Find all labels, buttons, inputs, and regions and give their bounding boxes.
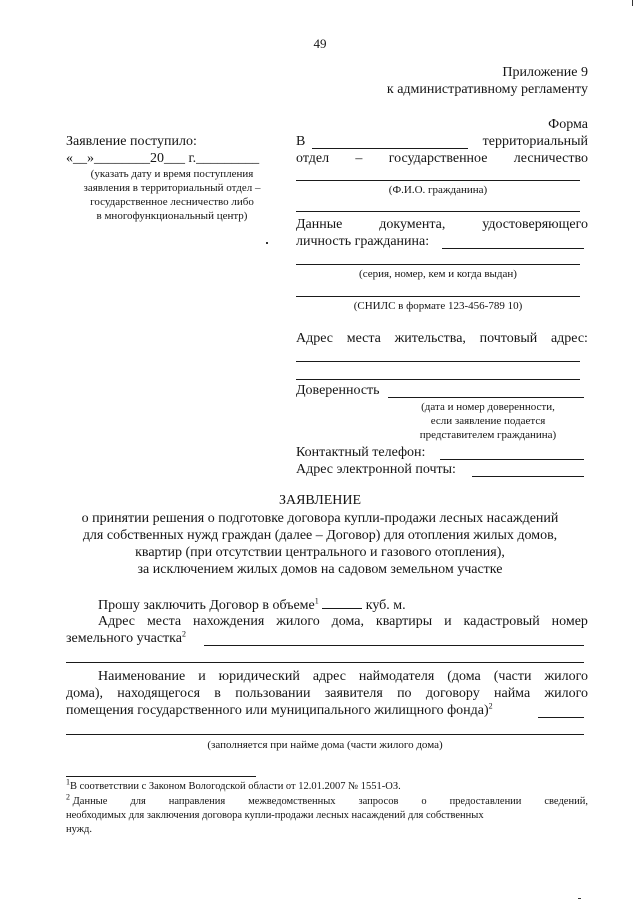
snils-field[interactable] (296, 296, 580, 297)
landlord-word: жилого (544, 669, 588, 684)
statement-subtitle-line: о принятии решения о подготовке договора купли-продажи лесных насаждений (81, 511, 559, 526)
location-line-2 (66, 630, 186, 647)
id-doc-line (296, 216, 588, 233)
landlord-word: жилого (544, 686, 588, 701)
landlord-word: находящегося (117, 686, 201, 701)
location-word: нахождения (193, 614, 265, 629)
address-word: адрес: (550, 331, 588, 346)
proxy-caption-line: представителем гражданина) (419, 429, 557, 441)
request-prefix: Прошу заключить Договор в объеме (98, 598, 315, 613)
phone-field[interactable] (440, 459, 584, 460)
appendix-title: Приложение 9 (502, 65, 588, 80)
location-line (98, 613, 588, 630)
location-word: и (444, 614, 452, 629)
scan-artifact (632, 0, 633, 6)
address-label (296, 330, 588, 347)
fio-field[interactable] (296, 180, 580, 181)
landlord-word: юридический (218, 669, 300, 684)
addressee-to-suffix: территориальный (482, 134, 588, 149)
landlord-line-2 (66, 685, 588, 702)
address-word: почтовый (479, 331, 538, 346)
fn2-word: запросов (358, 796, 399, 807)
address-word: Адрес (296, 331, 334, 346)
fn2-word: Данные (72, 796, 108, 807)
landlord-word: Наименование (98, 669, 186, 684)
fn2-word: межведомственных (248, 796, 336, 807)
footnote-mark: 2 (66, 792, 70, 802)
received-date-line: «__»________20___ г._________ (66, 151, 260, 166)
location-word: квартиры (375, 614, 433, 629)
id-caption: (серия, номер, кем и когда выдан) (359, 268, 517, 280)
landlord-word: заявителя (324, 686, 383, 701)
received-note-line: в многофункциональный центр) (96, 210, 248, 222)
scan-dot (266, 242, 268, 244)
fio-field-2[interactable] (296, 211, 580, 212)
request-suffix: куб. м. (365, 598, 406, 613)
footnote-1-text: В соответствии с Законом Вологодской области от 12.01.2007 № 1551-ОЗ. (70, 781, 401, 792)
form-label: Форма (548, 117, 588, 132)
email-label: Адрес электронной почты: (296, 462, 456, 477)
landlord-word: (дома (447, 669, 481, 684)
dept-word: отдел (296, 151, 330, 166)
landlord-word: договору (425, 686, 480, 701)
landlord-word: в (214, 686, 221, 701)
dept-word: – (355, 151, 363, 166)
id-doc-word: Данные (296, 217, 343, 232)
addressee-to-prefix: В (296, 134, 306, 149)
received-note-line: (указать дату и время поступления (90, 168, 254, 180)
scan-artifact (578, 898, 581, 899)
location-field-2[interactable] (66, 662, 584, 663)
footnote-separator (66, 776, 256, 777)
landlord-word: найма (493, 686, 531, 701)
received-note-line: заявления в территориальный отдел – (83, 182, 261, 194)
fn2-word: для (130, 796, 146, 807)
landlord-word: дома), (66, 686, 103, 701)
landlord-word: (части (493, 669, 532, 684)
footnote-ref: 2 (488, 701, 493, 711)
footnote-ref: 2 (181, 629, 186, 639)
location-word: Адрес (98, 614, 136, 629)
proxy-label: Доверенность (296, 383, 380, 398)
proxy-field[interactable] (388, 397, 584, 398)
landlord-field-2[interactable] (66, 734, 584, 735)
appendix-subtitle: к административному регламенту (386, 82, 588, 97)
location-label: земельного участка (66, 631, 182, 646)
id-doc-label: личность гражданина: (296, 234, 430, 249)
fn2-word: о (421, 796, 427, 807)
landlord-word: адрес (312, 669, 346, 684)
landlord-line-1 (98, 668, 588, 685)
proxy-caption-line: если заявление подается (430, 415, 546, 427)
id-doc-word: документа, (379, 217, 446, 232)
received-note-line: государственное лесничество либо (90, 196, 254, 208)
location-word: дома, (331, 614, 364, 629)
fn2-word: направления (168, 796, 226, 807)
fn2-word: предоставлении (449, 796, 522, 807)
footnote-2-line-1 (66, 792, 588, 808)
statement-subtitle-line: за исключением жилых домов на садовом земельном участке (137, 562, 503, 577)
dept-word: лесничество (513, 151, 588, 166)
phone-label: Контактный телефон: (296, 445, 426, 460)
address-word: места (346, 331, 381, 346)
id-doc-field-2[interactable] (296, 264, 580, 265)
landlord-word: пользовании (235, 686, 311, 701)
location-word: номер (551, 614, 588, 629)
location-word: кадастровый (463, 614, 540, 629)
address-field-2[interactable] (296, 379, 580, 380)
location-word: места (146, 614, 182, 629)
landlord-label: помещения государственного или муниципального жилищного фонда) (66, 703, 489, 718)
location-word: жилого (276, 614, 320, 629)
fn2-word: сведений, (544, 796, 588, 807)
landlord-line-3 (66, 702, 493, 719)
location-field[interactable] (204, 645, 584, 646)
page-number: 49 (313, 36, 327, 51)
dept-word: государственное (388, 151, 488, 166)
statement-title: ЗАЯВЛЕНИЕ (278, 493, 362, 508)
footnote-2-line-2: необходимых для заключения договора купли-продажи лесных насаждений для собственных (66, 810, 484, 821)
landlord-caption: (заполняется при найме дома (части жилого дома) (207, 739, 443, 751)
landlord-word: наймодателя (358, 669, 435, 684)
landlord-word: по (397, 686, 412, 701)
statement-subtitle-line: квартир (при отсутствии центрального и газового отопления), (135, 545, 505, 560)
fio-caption: (Ф.И.О. гражданина) (388, 184, 488, 196)
footnote-2-line-3: нужд. (66, 824, 92, 835)
request-line (98, 596, 406, 614)
landlord-field[interactable] (538, 717, 584, 718)
volume-field[interactable] (322, 596, 362, 609)
address-field-1[interactable] (296, 361, 580, 362)
dept-name-field[interactable] (312, 148, 468, 149)
id-doc-field[interactable] (442, 248, 584, 249)
footnote-1 (66, 777, 401, 793)
id-doc-word: удостоверяющего (482, 217, 588, 232)
addressee-dept-line (296, 150, 588, 167)
snils-caption: (СНИЛС в формате 123-456-789 10) (353, 300, 523, 312)
footnote-mark: 1 (66, 777, 70, 787)
received-label: Заявление поступило: (66, 134, 197, 149)
proxy-caption-line: (дата и номер доверенности, (421, 401, 555, 413)
landlord-word: и (198, 669, 206, 684)
email-field[interactable] (472, 476, 584, 477)
address-word: жительства, (394, 331, 466, 346)
footnote-ref: 1 (314, 596, 319, 606)
statement-subtitle-line: для собственных нужд граждан (далее – Договор) для отопления жилых домов, (82, 528, 558, 543)
